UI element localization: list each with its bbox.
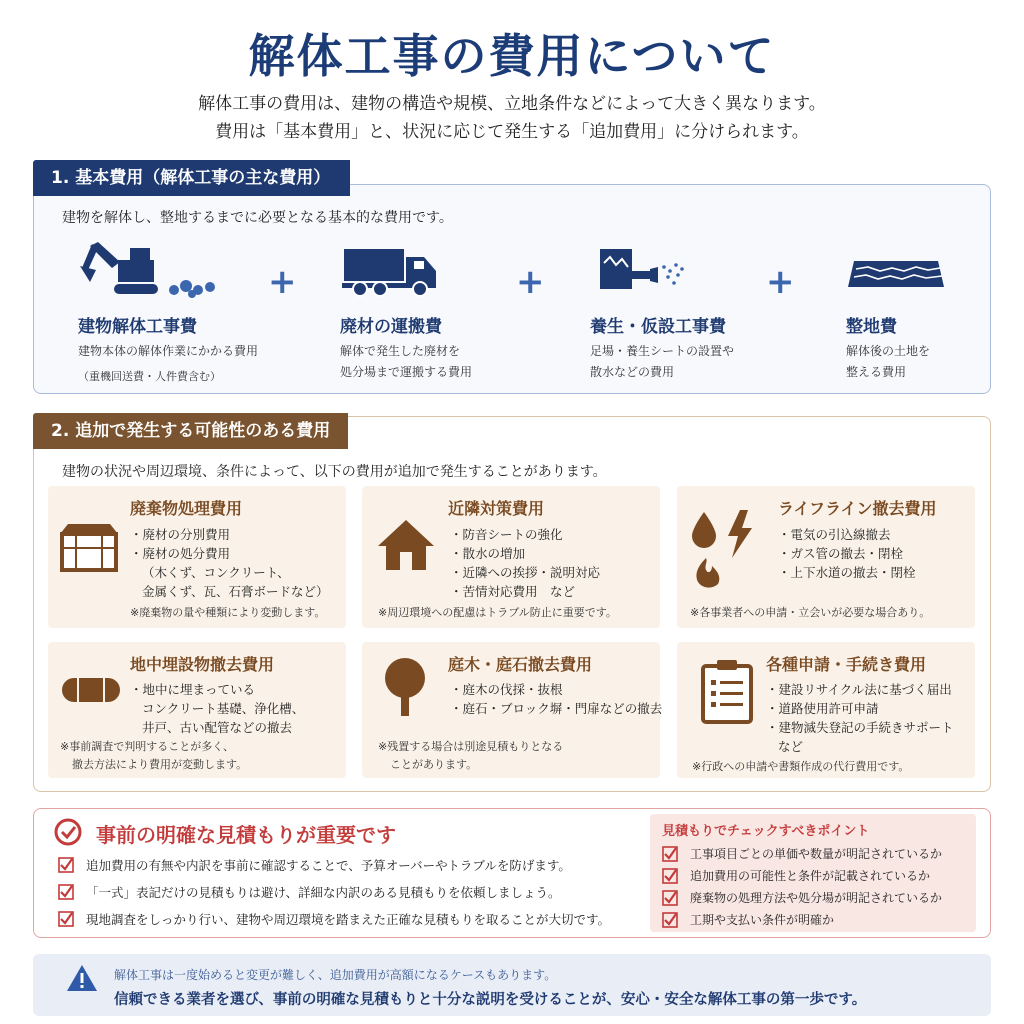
plus-sign: +	[268, 262, 297, 302]
note-line: 撤去方法により費用が変動します。	[72, 758, 248, 771]
check-point-item	[662, 845, 942, 862]
basic-item-title: 養生・仮設工事費	[590, 317, 726, 337]
card-note: ※各事業者への申請・立会いが必要な場合あり。	[690, 606, 931, 619]
checkbox-icon	[662, 846, 678, 862]
excavator-icon	[78, 236, 278, 306]
desc-line: 足場・養生シートの設置や	[590, 344, 735, 358]
basic-item-leveling	[846, 236, 1024, 383]
list-item: など	[778, 739, 804, 754]
list-item: ・近隣への挨拶・説明対応	[450, 565, 601, 580]
list-item: （木くず、コンクリート、	[142, 565, 290, 580]
basic-item-title: 廃材の運搬費	[340, 317, 442, 337]
basic-item-desc	[846, 341, 1024, 383]
checkbox-icon	[58, 857, 74, 873]
basic-item-desc: 建物本体の解体作業にかかる費用	[78, 344, 259, 358]
card-list	[766, 680, 954, 756]
basic-cost-lead: 建物を解体し、整地するまでに必要となる基本的な費用です。	[62, 210, 453, 226]
card-list	[130, 680, 304, 737]
plus-sign: +	[516, 262, 545, 302]
list-item: ・ガス管の撤去・閉栓	[778, 546, 904, 561]
list-item: ・苦情対応費用 など	[450, 584, 576, 599]
check-point-item	[662, 911, 834, 928]
basic-item-title: 建物解体工事費	[78, 317, 197, 337]
warning-icon	[66, 964, 98, 996]
basic-item-title: 整地費	[846, 317, 897, 337]
list-item: ・建設リサイクル法に基づく届出	[766, 682, 952, 697]
basic-item-preparation	[590, 236, 790, 383]
card-title: 各種申請・手続き費用	[766, 655, 927, 674]
estimate-item-text: 追加費用の有無や内訳を事前に確認することで、予算オーバーやトラブルを防げます。	[86, 858, 571, 873]
list-item: ・建物滅失登記の手続きサポート	[766, 720, 954, 735]
list-item: ・道路使用許可申請	[766, 701, 879, 716]
land-icon	[846, 236, 1024, 306]
card-note: ※廃棄物の量や種類により変動します。	[130, 606, 326, 619]
check-point-text: 工期や支払い条件が明確か	[690, 913, 835, 927]
note-line: ※事前調査で判明することが多く、	[60, 740, 234, 753]
extra-cost-lead: 建物の状況や周辺環境、条件によって、以下の費用が追加で発生することがあります。	[62, 464, 607, 480]
list-item: ・庭木の伐採・抜根	[450, 682, 563, 697]
estimate-item	[58, 883, 561, 901]
check-point-text: 廃棄物の処理方法や処分場が明記されているか	[690, 891, 943, 905]
check-point-text: 追加費用の可能性と条件が記載されているか	[690, 869, 931, 883]
card-title: 廃棄物処理費用	[130, 499, 243, 518]
checkbox-icon	[662, 912, 678, 928]
basic-item-transport	[340, 236, 540, 383]
estimate-item	[58, 910, 610, 928]
list-item: ・地中に埋まっている	[130, 682, 256, 697]
pipe-icon	[56, 676, 126, 708]
intro-line-2: 費用は「基本費用」と、状況に応じて発生する「追加費用」に分けられます。	[215, 122, 809, 142]
footer-line-1: 解体工事は一度始めると変更が難しく、追加費用が高額になるケースもあります。	[114, 968, 557, 982]
page-title: 解体工事の費用について	[248, 29, 776, 83]
list-item: ・廃材の分別費用	[130, 527, 231, 542]
house-icon	[376, 518, 436, 576]
truck-icon	[340, 236, 540, 306]
estimate-title: 事前の明確な見積もりが重要です	[96, 823, 396, 847]
card-list	[450, 680, 662, 718]
tree-icon	[380, 656, 430, 722]
list-item: ・庭石・ブロック塀・門扉などの撤去	[450, 701, 663, 716]
list-item: コンクリート基礎、浄化槽、	[142, 701, 305, 716]
check-point-item	[662, 867, 930, 884]
note-line: ※残置する場合は別途見積もりとなる	[378, 740, 564, 753]
list-item: ・上下水道の撤去・閉栓	[778, 565, 916, 580]
desc-line: 散水などの費用	[590, 365, 675, 379]
footer-line-2: 信頼できる業者を選び、事前の明確な見積もりと十分な説明を受けることが、安心・安全な解体工事の第一歩です。	[114, 992, 867, 1008]
desc-line: 整える費用	[846, 365, 907, 379]
desc-line: 解体で発生した廃材を	[340, 344, 461, 358]
card-note	[378, 738, 563, 774]
card-title: 庭木・庭石撤去費用	[448, 655, 593, 674]
note-line: ことがあります。	[390, 758, 478, 771]
checkbox-icon	[58, 884, 74, 900]
list-item: ・電気の引込線撤去	[778, 527, 891, 542]
check-circle-icon	[54, 818, 82, 850]
list-item: ・廃材の処分費用	[130, 546, 231, 561]
list-item: 井戸、古い配管などの撤去	[142, 720, 293, 735]
checkbox-icon	[662, 868, 678, 884]
desc-line: 解体後の土地を	[846, 344, 931, 358]
basic-item-desc	[590, 341, 790, 383]
plus-sign: +	[766, 262, 795, 302]
card-list	[778, 525, 916, 582]
basic-item-demolition	[78, 236, 278, 384]
check-point-text: 工事項目ごとの単価や数量が明記されているか	[690, 847, 943, 861]
estimate-item	[58, 856, 571, 874]
estimate-item-text: 「一式」表記だけの見積もりは避け、詳細な内訳のある見積もりを依頼しましょう。	[86, 885, 561, 900]
utility-icon	[688, 508, 762, 596]
box-icon	[58, 520, 120, 578]
list-item: 金属くず、瓦、石膏ボードなど）	[142, 584, 329, 599]
intro-text	[0, 90, 1024, 146]
check-point-item	[662, 889, 942, 906]
card-note: ※行政への申請や書類作成の代行費用です。	[692, 760, 910, 773]
intro-line-1: 解体工事の費用は、建物の構造や規模、立地条件などによって大きく異なります。	[198, 94, 826, 114]
card-note	[60, 738, 247, 774]
card-title: 地中埋設物撤去費用	[130, 655, 275, 674]
checkbox-icon	[662, 890, 678, 906]
desc-line: 処分場まで運搬する費用	[340, 365, 473, 379]
spray-icon	[590, 236, 790, 306]
list-item: ・防音シートの強化	[450, 527, 563, 542]
card-title: ライフライン撤去費用	[778, 499, 937, 518]
list-item: ・散水の増加	[450, 546, 526, 561]
check-points-title: 見積もりでチェックすべきポイント	[662, 824, 870, 839]
basic-item-desc	[340, 341, 540, 383]
card-note: ※周辺環境への配慮はトラブル防止に重要です。	[378, 606, 617, 619]
card-title: 近隣対策費用	[448, 499, 545, 518]
card-list	[450, 525, 600, 601]
checkbox-icon	[58, 911, 74, 927]
basic-item-note: （重機回送費・人件費含む）	[78, 370, 221, 383]
clipboard-icon	[700, 658, 754, 728]
extra-cost-heading: 2. 追加で発生する可能性のある費用	[33, 413, 348, 449]
estimate-item-text: 現地調査をしっかり行い、建物や周辺環境を踏まえた正確な見積もりを取ることが大切です。	[86, 912, 611, 927]
card-list	[130, 525, 329, 601]
basic-cost-heading: 1. 基本費用（解体工事の主な費用）	[33, 160, 350, 196]
